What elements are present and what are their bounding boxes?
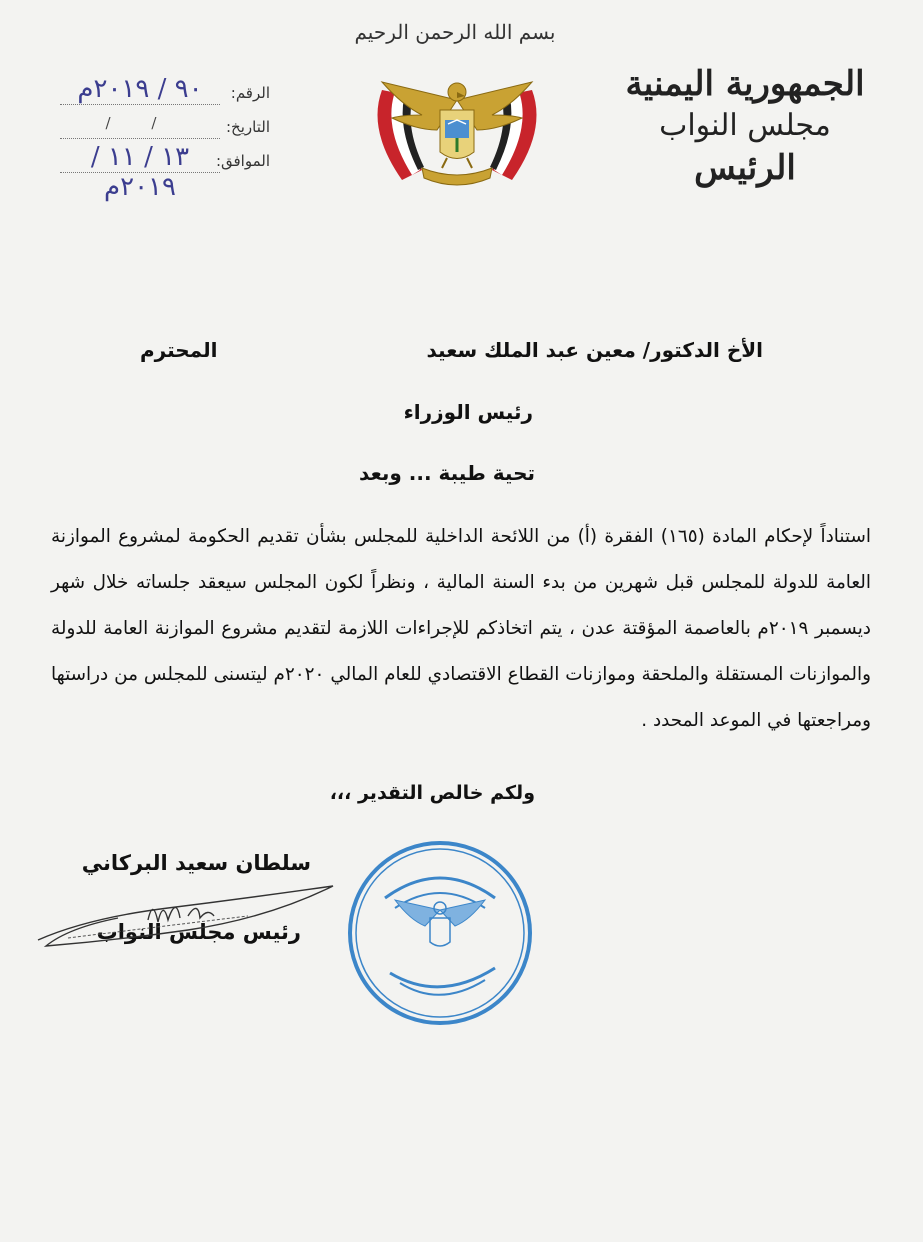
signatory-title: رئيس مجلس النواب	[96, 920, 301, 944]
official-stamp-icon	[345, 838, 535, 1028]
date-value: / /	[60, 108, 220, 139]
reference-fields	[60, 74, 270, 202]
honorific: المحترم	[140, 338, 218, 362]
corresponding-date-value: ١٣ / ١١ / ٢٠١٩م	[60, 142, 220, 173]
national-emblem-icon	[362, 70, 552, 200]
date-label: التاريخ:	[226, 118, 270, 136]
letterhead-office: الرئيس	[694, 148, 796, 188]
letter-body: استناداً لإحكام المادة (١٦٥) الفقرة (أ) من اللائحة الداخلية للمجلس بشأن تقديم الحكومة لمشروع الموازنة العامة للدولة للمجلس قبل شهرين من بدء السنة المالية ، ونظراً لكون المجلس سيعقد جلساته خلال شهر ديسمبر ٢٠١٩م بالعاصمة المؤقتة عدن ، يتم اتخاذكم للإجراءات اللازمة لتقديم مشروع الموازنة العامة للدولة والموازنات المستقلة والملحقة وموازنات القطاع الاقتصادي للعام المالي ٢٠٢٠م ليتسنى للمجلس من دراستها ومراجعتها في الموعد المحدد .	[51, 526, 871, 731]
addressee: الأخ الدكتور/ معين عبد الملك سعيد	[426, 338, 763, 362]
reference-number-label: الرقم:	[230, 84, 270, 102]
signatory-name: سلطان سعيد البركاني	[81, 851, 311, 875]
reference-number-value: ٩٠ / ٢٠١٩م	[60, 74, 220, 105]
corresponding-date-row	[60, 142, 270, 202]
letterhead	[625, 62, 865, 190]
letterhead-country: الجمهورية اليمنية	[625, 64, 865, 104]
basmala: بسم الله الرحمن الرحيم	[354, 20, 556, 44]
handwritten-signature-icon	[28, 878, 348, 958]
greeting: تحية طيبة ... وبعد	[359, 461, 535, 485]
closing: ولكم خالص التقدير ،،،	[329, 782, 535, 804]
letterhead-council: مجلس النواب	[659, 108, 831, 143]
addressee-title: رئيس الوزراء	[403, 400, 533, 424]
corresponding-date-label: الموافق:	[215, 152, 270, 170]
